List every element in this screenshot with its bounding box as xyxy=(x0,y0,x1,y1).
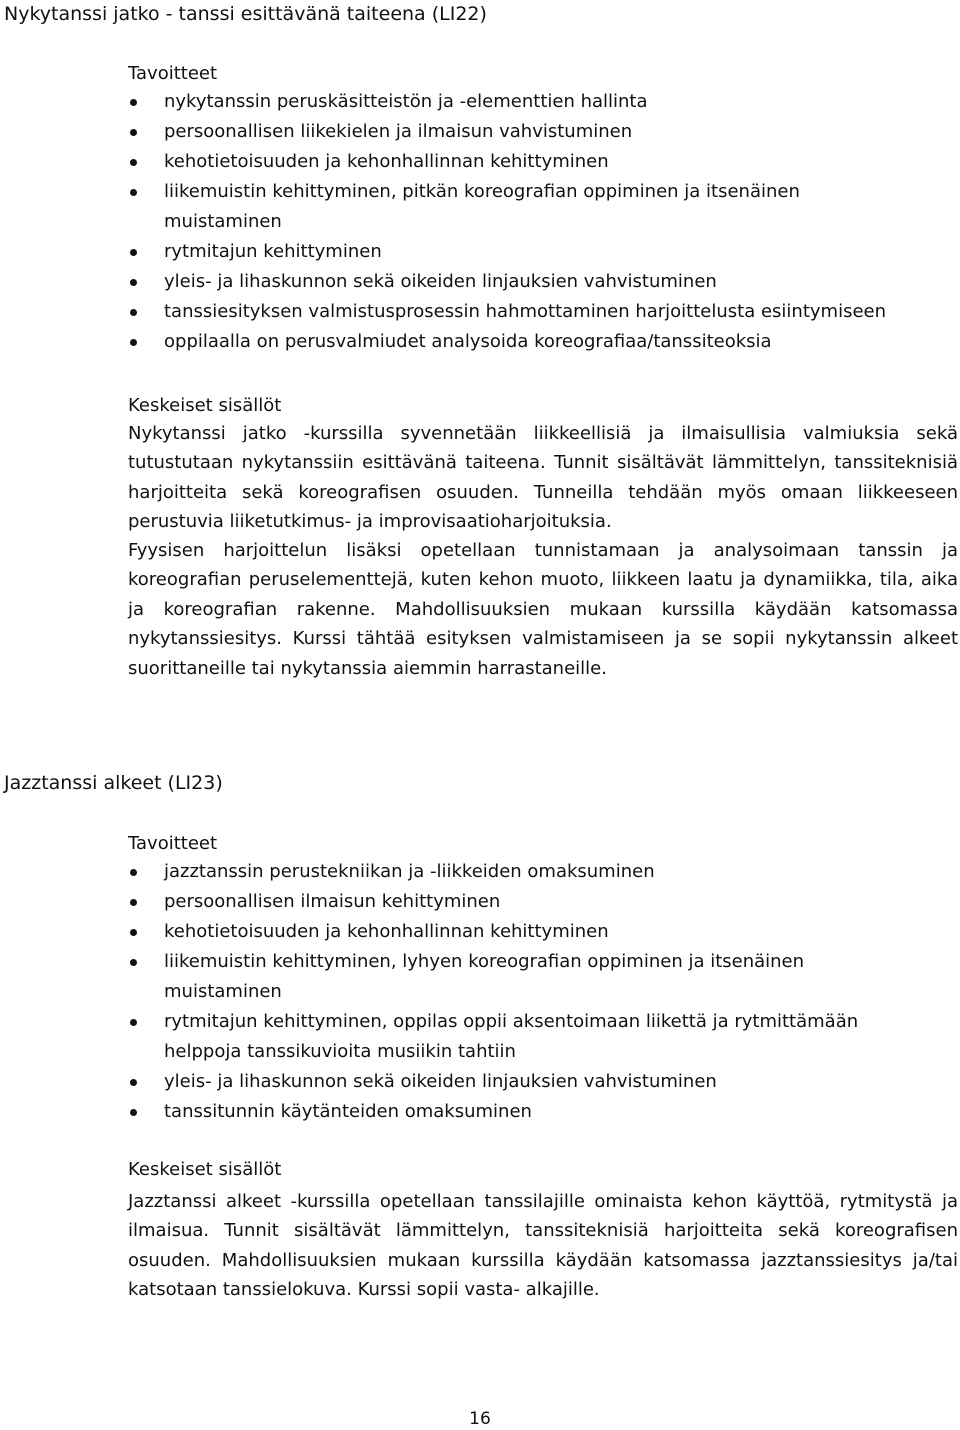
content-paragraph-li23-1: Jazztanssi alkeet -kurssilla opetellaan tanssilajille ominaista kehon käyttöä, rytmitystä ja ilmaisua. Tunnit sisältävät lämmittelyn, tanssiteknisiä harjoitteita sekä koreografisen osuuden. Mahdollisuuksien mukaan kurssilla käydään katsomassa jazztanssiesitys ja/tai katsotaan tanssielokuva. Kurssi sopii vasta- alkajille. xyxy=(128,1191,958,1301)
goal-item: kehotietoisuuden ja kehonhallinnan kehittyminen xyxy=(128,917,918,947)
goal-item: tanssitunnin käytänteiden omaksuminen xyxy=(128,1097,918,1127)
goal-item: liikemuistin kehittyminen, lyhyen koreografian oppiminen ja itsenäinen muistaminen xyxy=(128,947,918,1007)
goal-item: rytmitajun kehittyminen xyxy=(128,237,918,267)
content-heading-li22: Keskeiset sisällöt xyxy=(128,395,282,416)
goal-item: jazztanssin perustekniikan ja -liikkeiden omaksuminen xyxy=(128,857,918,887)
goal-item: yleis- ja lihaskunnon sekä oikeiden linjauksien vahvistuminen xyxy=(128,1067,918,1097)
content-paragraph-li22-2: Fyysisen harjoittelun lisäksi opetellaan tunnistamaan ja analysoimaan tanssin ja koreografian peruselementtejä, kuten kehon muoto, liikkeen laatu ja dynamiikka, tila, aika ja koreografian rakenne. Mahdollisuuksien mukaan kurssilla käydään katsomassa nykytanssiesitys. Kurssi tähtää esityksen valmistamiseen ja se sopii nykytanssin alkeet suorittaneille tai nykytanssia aiemmin harrastaneille. xyxy=(128,540,958,679)
content-heading-li23: Keskeiset sisällöt xyxy=(128,1159,282,1180)
goals-heading-li23: Tavoitteet xyxy=(128,833,218,854)
goal-item: oppilaalla on perusvalmiudet analysoida koreografiaa/tanssiteoksia xyxy=(128,327,918,357)
goal-item: rytmitajun kehittyminen, oppilas oppii aksentoimaan liikettä ja rytmittämään helppoja tanssikuvioita musiikin tahtiin xyxy=(128,1007,918,1067)
course-title-li22: Nykytanssi jatko - tanssi esittävänä taiteena (LI22) xyxy=(4,3,487,25)
goal-item: persoonallisen liikekielen ja ilmaisun vahvistuminen xyxy=(128,117,918,147)
page-number: 16 xyxy=(469,1409,491,1429)
goal-item: yleis- ja lihaskunnon sekä oikeiden linjauksien vahvistuminen xyxy=(128,267,918,297)
goal-item: liikemuistin kehittyminen, pitkän koreografian oppiminen ja itsenäinen muistaminen xyxy=(128,177,918,237)
goal-item: kehotietoisuuden ja kehonhallinnan kehittyminen xyxy=(128,147,918,177)
goal-item: tanssiesityksen valmistusprosessin hahmottaminen harjoittelusta esiintymiseen xyxy=(128,297,918,327)
goal-item: nykytanssin peruskäsitteistön ja -elementtien hallinta xyxy=(128,87,918,117)
goal-item: persoonallisen ilmaisun kehittyminen xyxy=(128,887,918,917)
goals-list-li23 xyxy=(128,857,918,1127)
goals-heading-li22: Tavoitteet xyxy=(128,63,218,84)
content-paragraph-li22-1: Nykytanssi jatko -kurssilla syvennetään liikkeellisiä ja ilmaisullisia valmiuksia sekä tutustutaan nykytanssiin esittävänä taiteena. Tunnit sisältävät lämmittelyn, tanssiteknisiä harjoitteita sekä koreografisen osuuden. Tunneilla tehdään myös omaan liikkeeseen perustuvia liiketutkimus- ja improvisaatioharjoituksia. xyxy=(128,423,958,533)
goals-list-li22 xyxy=(128,87,918,357)
course-title-li23: Jazztanssi alkeet (LI23) xyxy=(4,772,223,794)
